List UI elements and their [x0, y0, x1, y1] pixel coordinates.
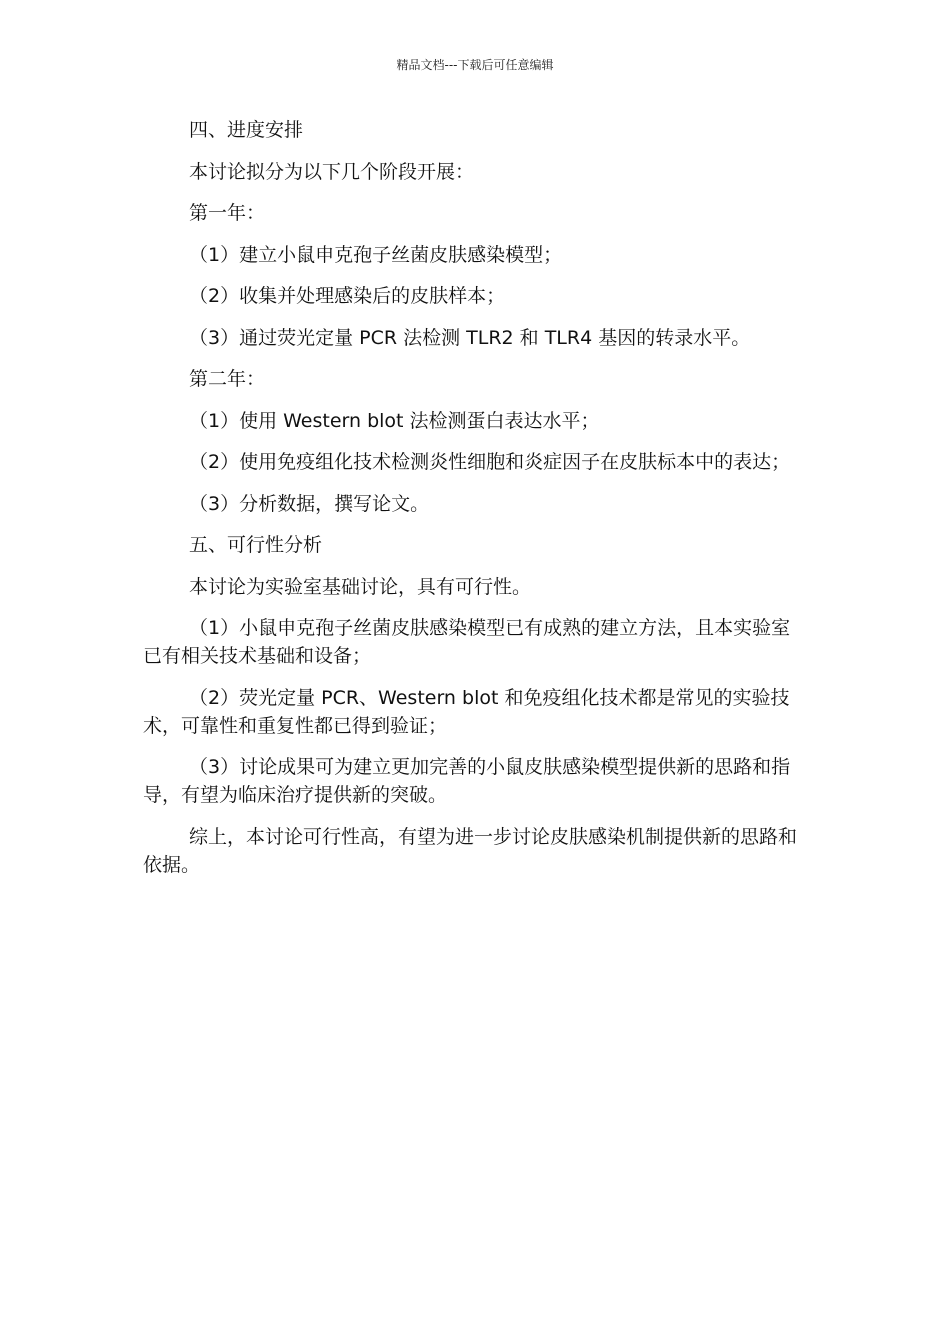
feasibility-item-1: （1）小鼠申克孢子丝菌皮肤感染模型已有成熟的建立方法，且本实验室已有相关技术基础和设备；	[143, 617, 791, 667]
year-1-item-2: （2）收集并处理感染后的皮肤样本；	[189, 285, 506, 307]
year-2-label: 第二年：	[189, 368, 266, 390]
document-body	[143, 116, 805, 892]
conclusion-paragraph: 综上，本讨论可行性高，有望为进一步讨论皮肤感染机制提供新的思路和依据。	[143, 825, 798, 876]
section-4-intro: 本讨论拟分为以下几个阶段开展：	[189, 160, 475, 183]
section-5-title: 五、可行性分析	[189, 534, 323, 556]
year-2-item-3: （3）分析数据，撰写论文。	[189, 492, 430, 515]
page-header: 精品文档---下载后可任意编辑	[396, 58, 554, 72]
year-1-item-3: （3）通过荧光定量 PCR 法检测 TLR2 和 TLR4 基因的转录水平。	[189, 326, 751, 349]
section-4-title: 四、进度安排	[189, 119, 304, 141]
feasibility-item-2: （2）荧光定量 PCR、Western blot 和免疫组化技术都是常见的实验技术，可靠性和重复性都已得到验证；	[143, 686, 790, 737]
section-5-intro: 本讨论为实验室基础讨论，具有可行性。	[189, 575, 532, 598]
feasibility-item-3: （3）讨论成果可为建立更加完善的小鼠皮肤感染模型提供新的思路和指导，有望为临床治疗提供新的突破。	[143, 756, 791, 806]
year-1-label: 第一年：	[189, 202, 266, 224]
year-2-item-2: （2）使用免疫组化技术检测炎性细胞和炎症因子在皮肤标本中的表达；	[189, 451, 791, 473]
year-2-item-1: （1）使用 Western blot 法检测蛋白表达水平；	[189, 409, 600, 432]
year-1-item-1: （1）建立小鼠申克孢子丝菌皮肤感染模型；	[189, 243, 563, 266]
